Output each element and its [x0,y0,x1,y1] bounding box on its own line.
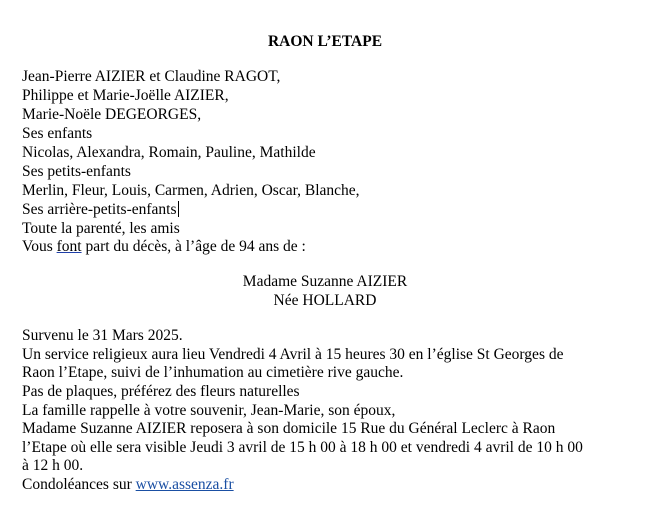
family-line-5: Nicolas, Alexandra, Romain, Pauline, Mathilde [22,144,316,161]
document-title: RAON L’ETAPE [267,33,383,50]
family-line-8[interactable] [22,201,179,219]
family-line-1: Jean-Pierre AIZIER et Claudine RAGOT, [22,68,281,85]
details-line-3: Raon l’Etape, suivi de l’inhumation au cimetière rive gauche. [22,364,404,381]
spellcheck-word[interactable]: font [56,238,82,255]
deceased-maiden-name: Née HOLLARD [273,292,377,309]
details-line-8: à 12 h 00. [22,457,84,474]
details-line-9-before: Condoléances sur [22,476,136,493]
family-line-10-after: part du décès, à l’âge de 94 ans de : [81,238,306,255]
details-line-5: La famille rappelle à votre souvenir, Jean-Marie, son époux, [22,402,396,419]
family-line-2: Philippe et Marie-Joëlle AIZIER, [22,87,229,104]
text-cursor [178,201,179,217]
family-line-8-text[interactable]: Ses arrière-petits-enfants [22,201,177,218]
family-line-7: Merlin, Fleur, Louis, Carmen, Adrien, Oscar, Blanche, [22,182,360,199]
details-line-9 [22,476,234,494]
family-line-9: Toute la parenté, les amis [22,220,180,237]
details-line-2: Un service religieux aura lieu Vendredi 4 Avril à 15 heures 30 en l’église St Georges de [22,346,564,363]
family-line-10-before: Vous [22,238,57,255]
details-line-4: Pas de plaques, préférez des fleurs naturelles [22,383,300,400]
family-line-3: Marie-Noële DEGEORGES, [22,106,202,123]
details-line-6: Madame Suzanne AIZIER reposera à son domicile 15 Rue du Général Leclerc à Raon [22,420,556,437]
condolences-link[interactable]: www.assenza.fr [135,476,234,493]
details-line-7: l’Etape où elle sera visible Jeudi 3 avril de 15 h 00 à 18 h 00 et vendredi 4 avril de 10 h 00 [22,439,583,456]
deceased-name: Madame Suzanne AIZIER [242,273,408,290]
family-line-4: Ses enfants [22,125,93,142]
details-line-1: Survenu le 31 Mars 2025. [22,327,183,344]
family-line-6: Ses petits-enfants [22,163,131,180]
family-line-10 [22,238,306,256]
